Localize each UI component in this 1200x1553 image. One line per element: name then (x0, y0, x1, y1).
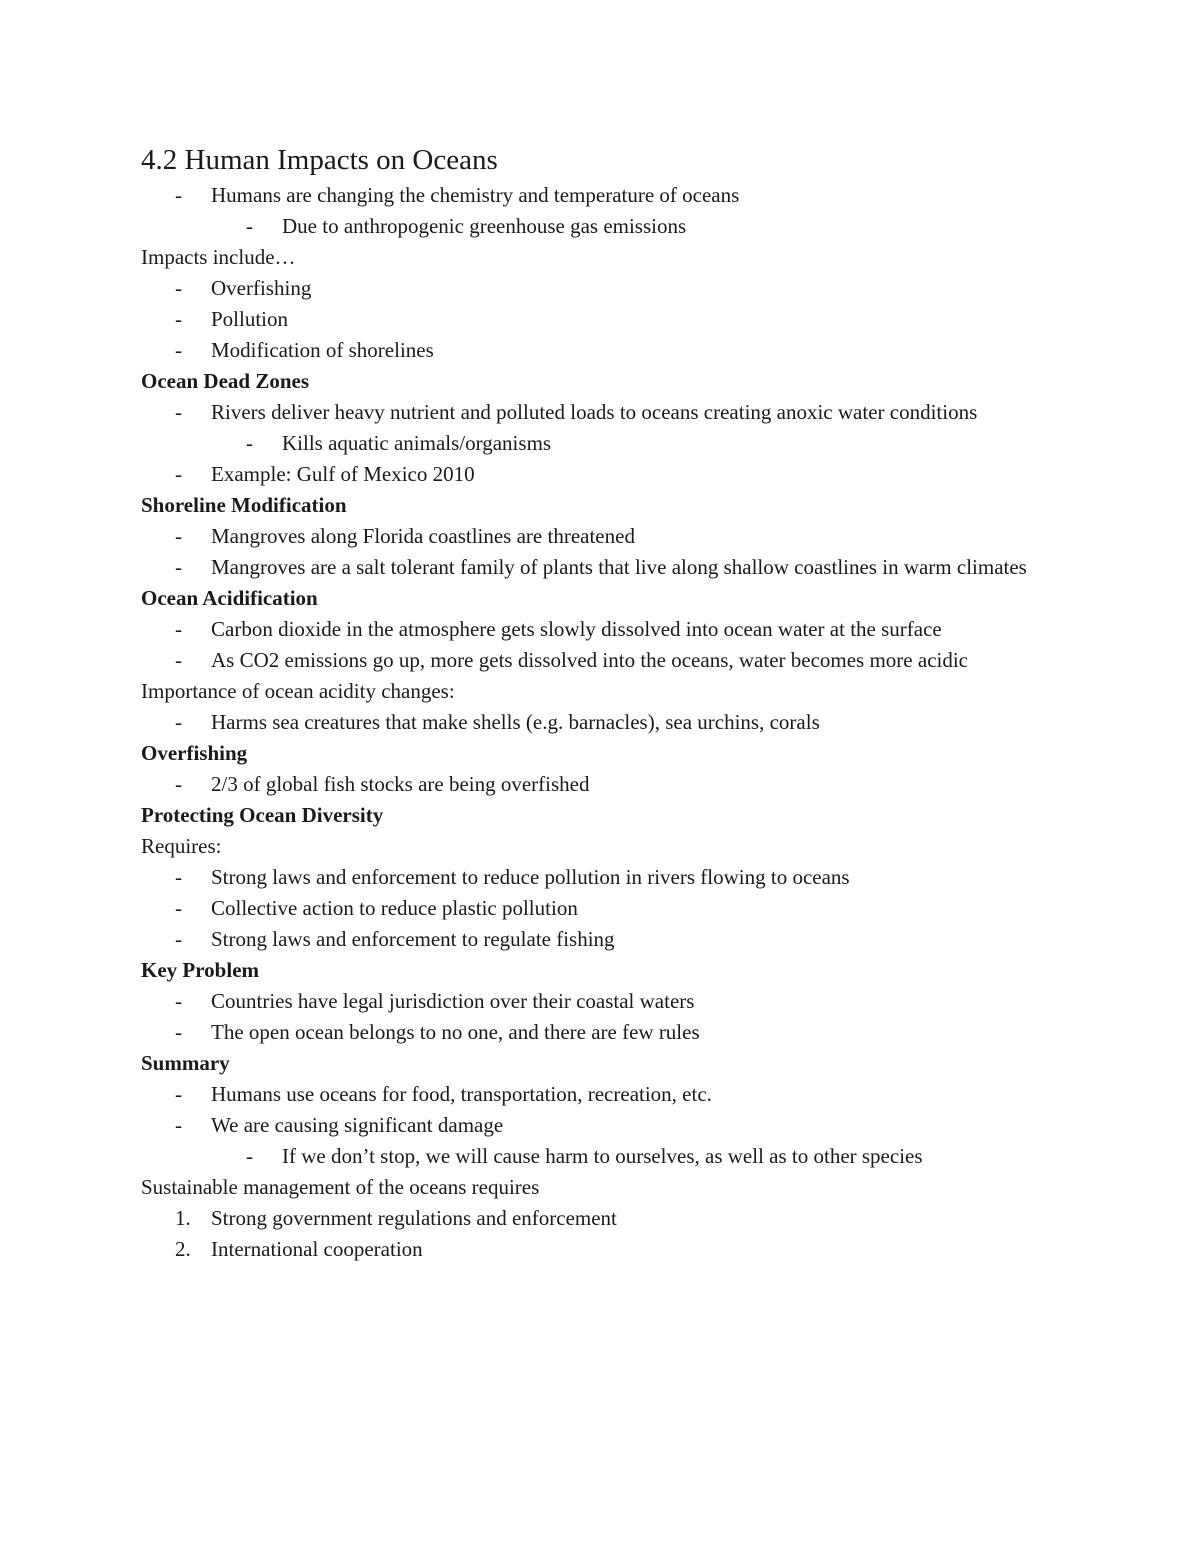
list-item-text: As CO2 emissions go up, more gets dissolved into the oceans, water becomes more acidic (211, 648, 969, 672)
list-item-text: The open ocean belongs to no one, and there are few rules (211, 1020, 700, 1044)
list-item (141, 180, 1071, 211)
list-item (141, 986, 1071, 1017)
bullet-marker: - (175, 1020, 182, 1044)
section-heading: Shoreline Modification (141, 493, 347, 517)
numbered-item (141, 1203, 1071, 1234)
list-item-text: Kills aquatic animals/organisms (282, 431, 552, 455)
list-item-text: Modification of shorelines (211, 338, 434, 362)
bullet-marker: - (175, 989, 182, 1013)
list-item (141, 707, 1071, 738)
bullet-marker: - (175, 710, 182, 734)
list-item-text: Example: Gulf of Mexico 2010 (211, 462, 475, 486)
list-item (141, 769, 1071, 800)
list-item-text: Strong laws and enforcement to regulate fishing (211, 927, 615, 951)
bullet-marker: - (175, 617, 182, 641)
section-heading: Overfishing (141, 741, 248, 765)
list-item-text: Rivers deliver heavy nutrient and polluted loads to oceans creating anoxic water conditions (211, 400, 978, 424)
list-item (141, 862, 1071, 893)
list-item-text: Strong government regulations and enforcement (211, 1206, 617, 1230)
list-item-text: Humans use oceans for food, transportation, recreation, etc. (211, 1082, 712, 1106)
list-item-text: Mangroves are a salt tolerant family of plants that live along shallow coastlines in warm climates (211, 555, 1027, 579)
list-item (141, 1017, 1071, 1048)
number-marker: 1. (175, 1206, 191, 1230)
bullet-marker: - (175, 896, 182, 920)
list-item (141, 645, 1071, 676)
impacts-label: Impacts include… (141, 245, 296, 269)
list-item-text: Strong laws and enforcement to reduce pollution in rivers flowing to oceans (211, 865, 850, 889)
bullet-marker: - (175, 307, 182, 331)
bullet-marker: - (175, 338, 182, 362)
bullet-marker: - (246, 431, 253, 455)
list-item-text: 2/3 of global fish stocks are being overfished (211, 772, 590, 796)
list-item-text: Countries have legal jurisdiction over their coastal waters (211, 989, 695, 1013)
section-heading: Key Problem (141, 958, 260, 982)
bullet-marker: - (175, 555, 182, 579)
bullet-marker: - (175, 772, 182, 796)
section-heading: Summary (141, 1051, 230, 1075)
page-title: 4.2 Human Impacts on Oceans (141, 144, 498, 176)
requires-label: Requires: (141, 834, 222, 858)
bullet-marker: - (175, 1113, 182, 1137)
bullet-marker: - (246, 214, 253, 238)
list-item-text: Collective action to reduce plastic pollution (211, 896, 578, 920)
list-item (141, 552, 1071, 583)
list-item-text: Due to anthropogenic greenhouse gas emissions (282, 214, 687, 238)
list-item (141, 459, 1071, 490)
list-item-text: Pollution (211, 307, 289, 331)
list-item (141, 1110, 1071, 1141)
bullet-marker: - (175, 462, 182, 486)
list-item-text: Carbon dioxide in the atmosphere gets slowly dissolved into ocean water at the surface (211, 617, 942, 641)
list-item (141, 924, 1071, 955)
bullet-marker: - (175, 400, 182, 424)
list-item (141, 614, 1071, 645)
list-item (141, 397, 1071, 428)
list-item (141, 1141, 1071, 1172)
bullet-marker: - (175, 524, 182, 548)
list-item (141, 521, 1071, 552)
list-item-text: Harms sea creatures that make shells (e.g. barnacles), sea urchins, corals (211, 710, 820, 734)
number-marker: 2. (175, 1237, 191, 1261)
list-item (141, 893, 1071, 924)
document-page (141, 140, 1071, 1265)
bullet-marker: - (175, 648, 182, 672)
sustainable-label: Sustainable management of the oceans requires (141, 1175, 540, 1199)
bullet-marker: - (175, 1082, 182, 1106)
bullet-marker: - (175, 865, 182, 889)
bullet-marker: - (246, 1144, 253, 1168)
bullet-marker: - (175, 927, 182, 951)
numbered-item (141, 1234, 1071, 1265)
importance-label: Importance of ocean acidity changes: (141, 679, 455, 703)
list-item (141, 428, 1071, 459)
bullet-marker: - (175, 276, 182, 300)
list-item-text: Overfishing (211, 276, 312, 300)
list-item-text: Mangroves along Florida coastlines are threatened (211, 524, 635, 548)
list-item (141, 211, 1071, 242)
list-item-text: Humans are changing the chemistry and temperature of oceans (211, 183, 740, 207)
list-item-text: We are causing significant damage (211, 1113, 504, 1137)
list-item-text: International cooperation (211, 1237, 423, 1261)
list-item (141, 273, 1071, 304)
list-item (141, 1079, 1071, 1110)
section-heading: Protecting Ocean Diversity (141, 803, 384, 827)
bullet-marker: - (175, 183, 182, 207)
list-item-text: If we don’t stop, we will cause harm to ourselves, as well as to other species (282, 1144, 923, 1168)
list-item (141, 304, 1071, 335)
list-item (141, 335, 1071, 366)
section-heading: Ocean Dead Zones (141, 369, 309, 393)
section-heading: Ocean Acidification (141, 586, 318, 610)
